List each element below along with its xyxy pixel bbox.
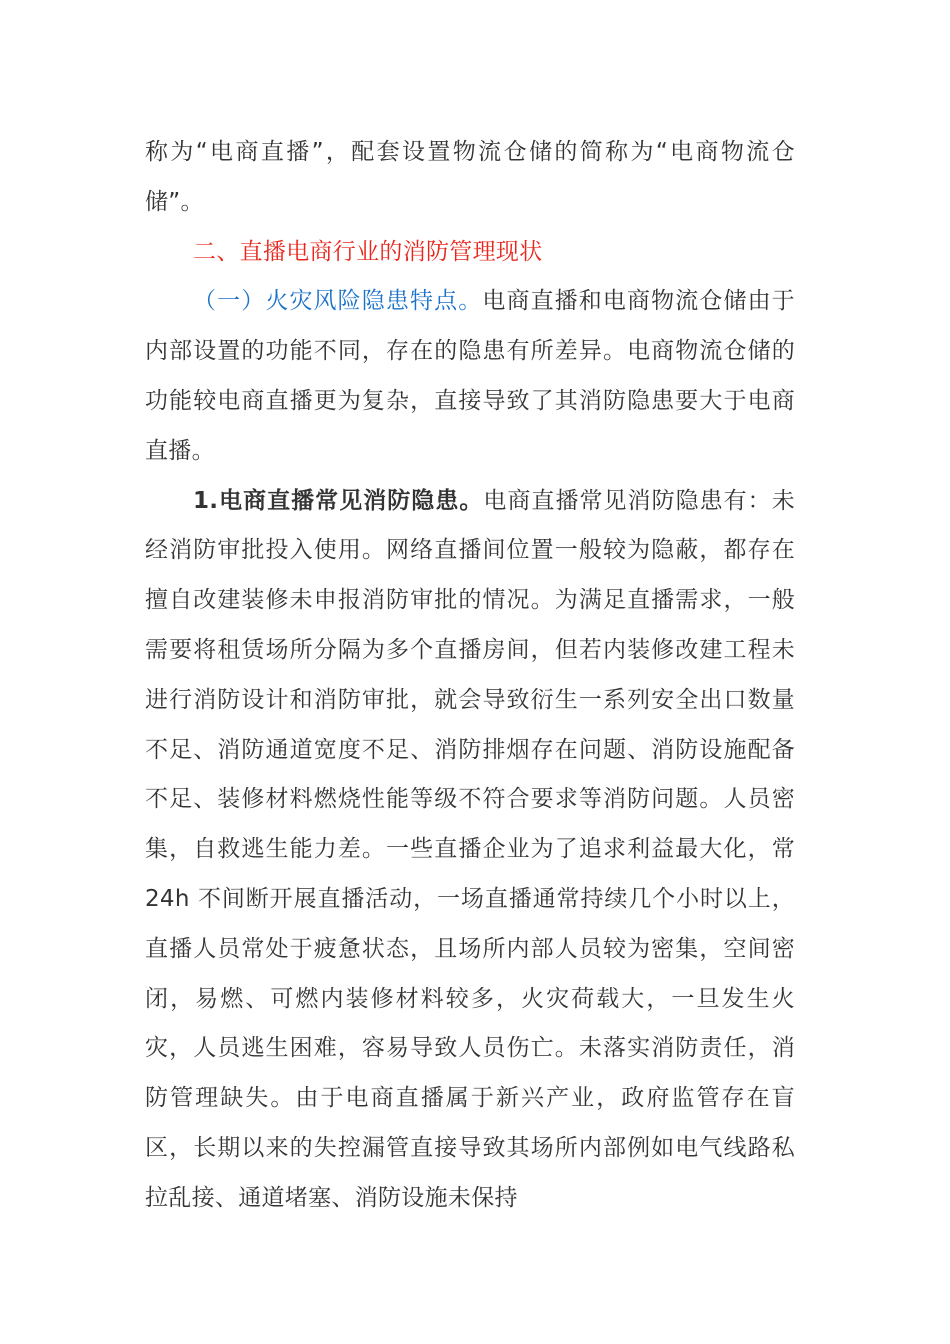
- subsection-body: 电商直播和电商物流仓储由于内部设置的功能不同，存在的隐患有所差异。电商物流仓储的功能较电商直播更为复杂，直接导致了其消防隐患要大于电商直播。: [145, 288, 795, 464]
- item1-body: 电商直播常见消防隐患有：未经消防审批投入使用。网络直播间位置一般较为隐蔽，都存在擅自改建装修未申报消防审批的情况。为满足直播需求，一般需要将租赁场所分隔为多个直播房间，但若内装修改建工程未进行消防设计和消防审批，就会导致衍生一系列安全出口数量不足、消防通道宽度不足、消防排烟存在问题、消防设施配备不足、装修材料燃烧性能等级不符合要求等消防问题。人员密集，自救逃生能力差。一些直播企业为了追求利益最大化，常 24h 不间断开展直播活动，一场直播通常持续几个小时以上，直播人员常处于疲惫状态，且场所内部人员较为密集，空间密闭，易燃、可燃内装修材料较多，火灾荷载大，一旦发生火灾，人员逃生困难，容易导致人员伤亡。未落实消防责任，消防管理缺失。由于电商直播属于新兴产业，政府监管存在盲区，长期以来的失控漏管直接导致其场所内部例如电气线路私拉乱接、通道堵塞、消防设施未保持: [145, 487, 796, 1211]
- document-body: [145, 128, 795, 1224]
- section-heading: 二、直播电商行业的消防管理现状: [193, 238, 543, 265]
- subsection-heading: （一）火灾风险隐患特点。: [193, 288, 483, 315]
- item1-paragraph: [145, 477, 795, 1224]
- subsection-paragraph: [145, 277, 795, 476]
- item1-heading: 1.电商直播常见消防隐患。: [193, 487, 484, 514]
- intro-paragraph: 称为“电商直播”，配套设置物流仓储的简称为“电商物流仓储”。: [145, 139, 795, 215]
